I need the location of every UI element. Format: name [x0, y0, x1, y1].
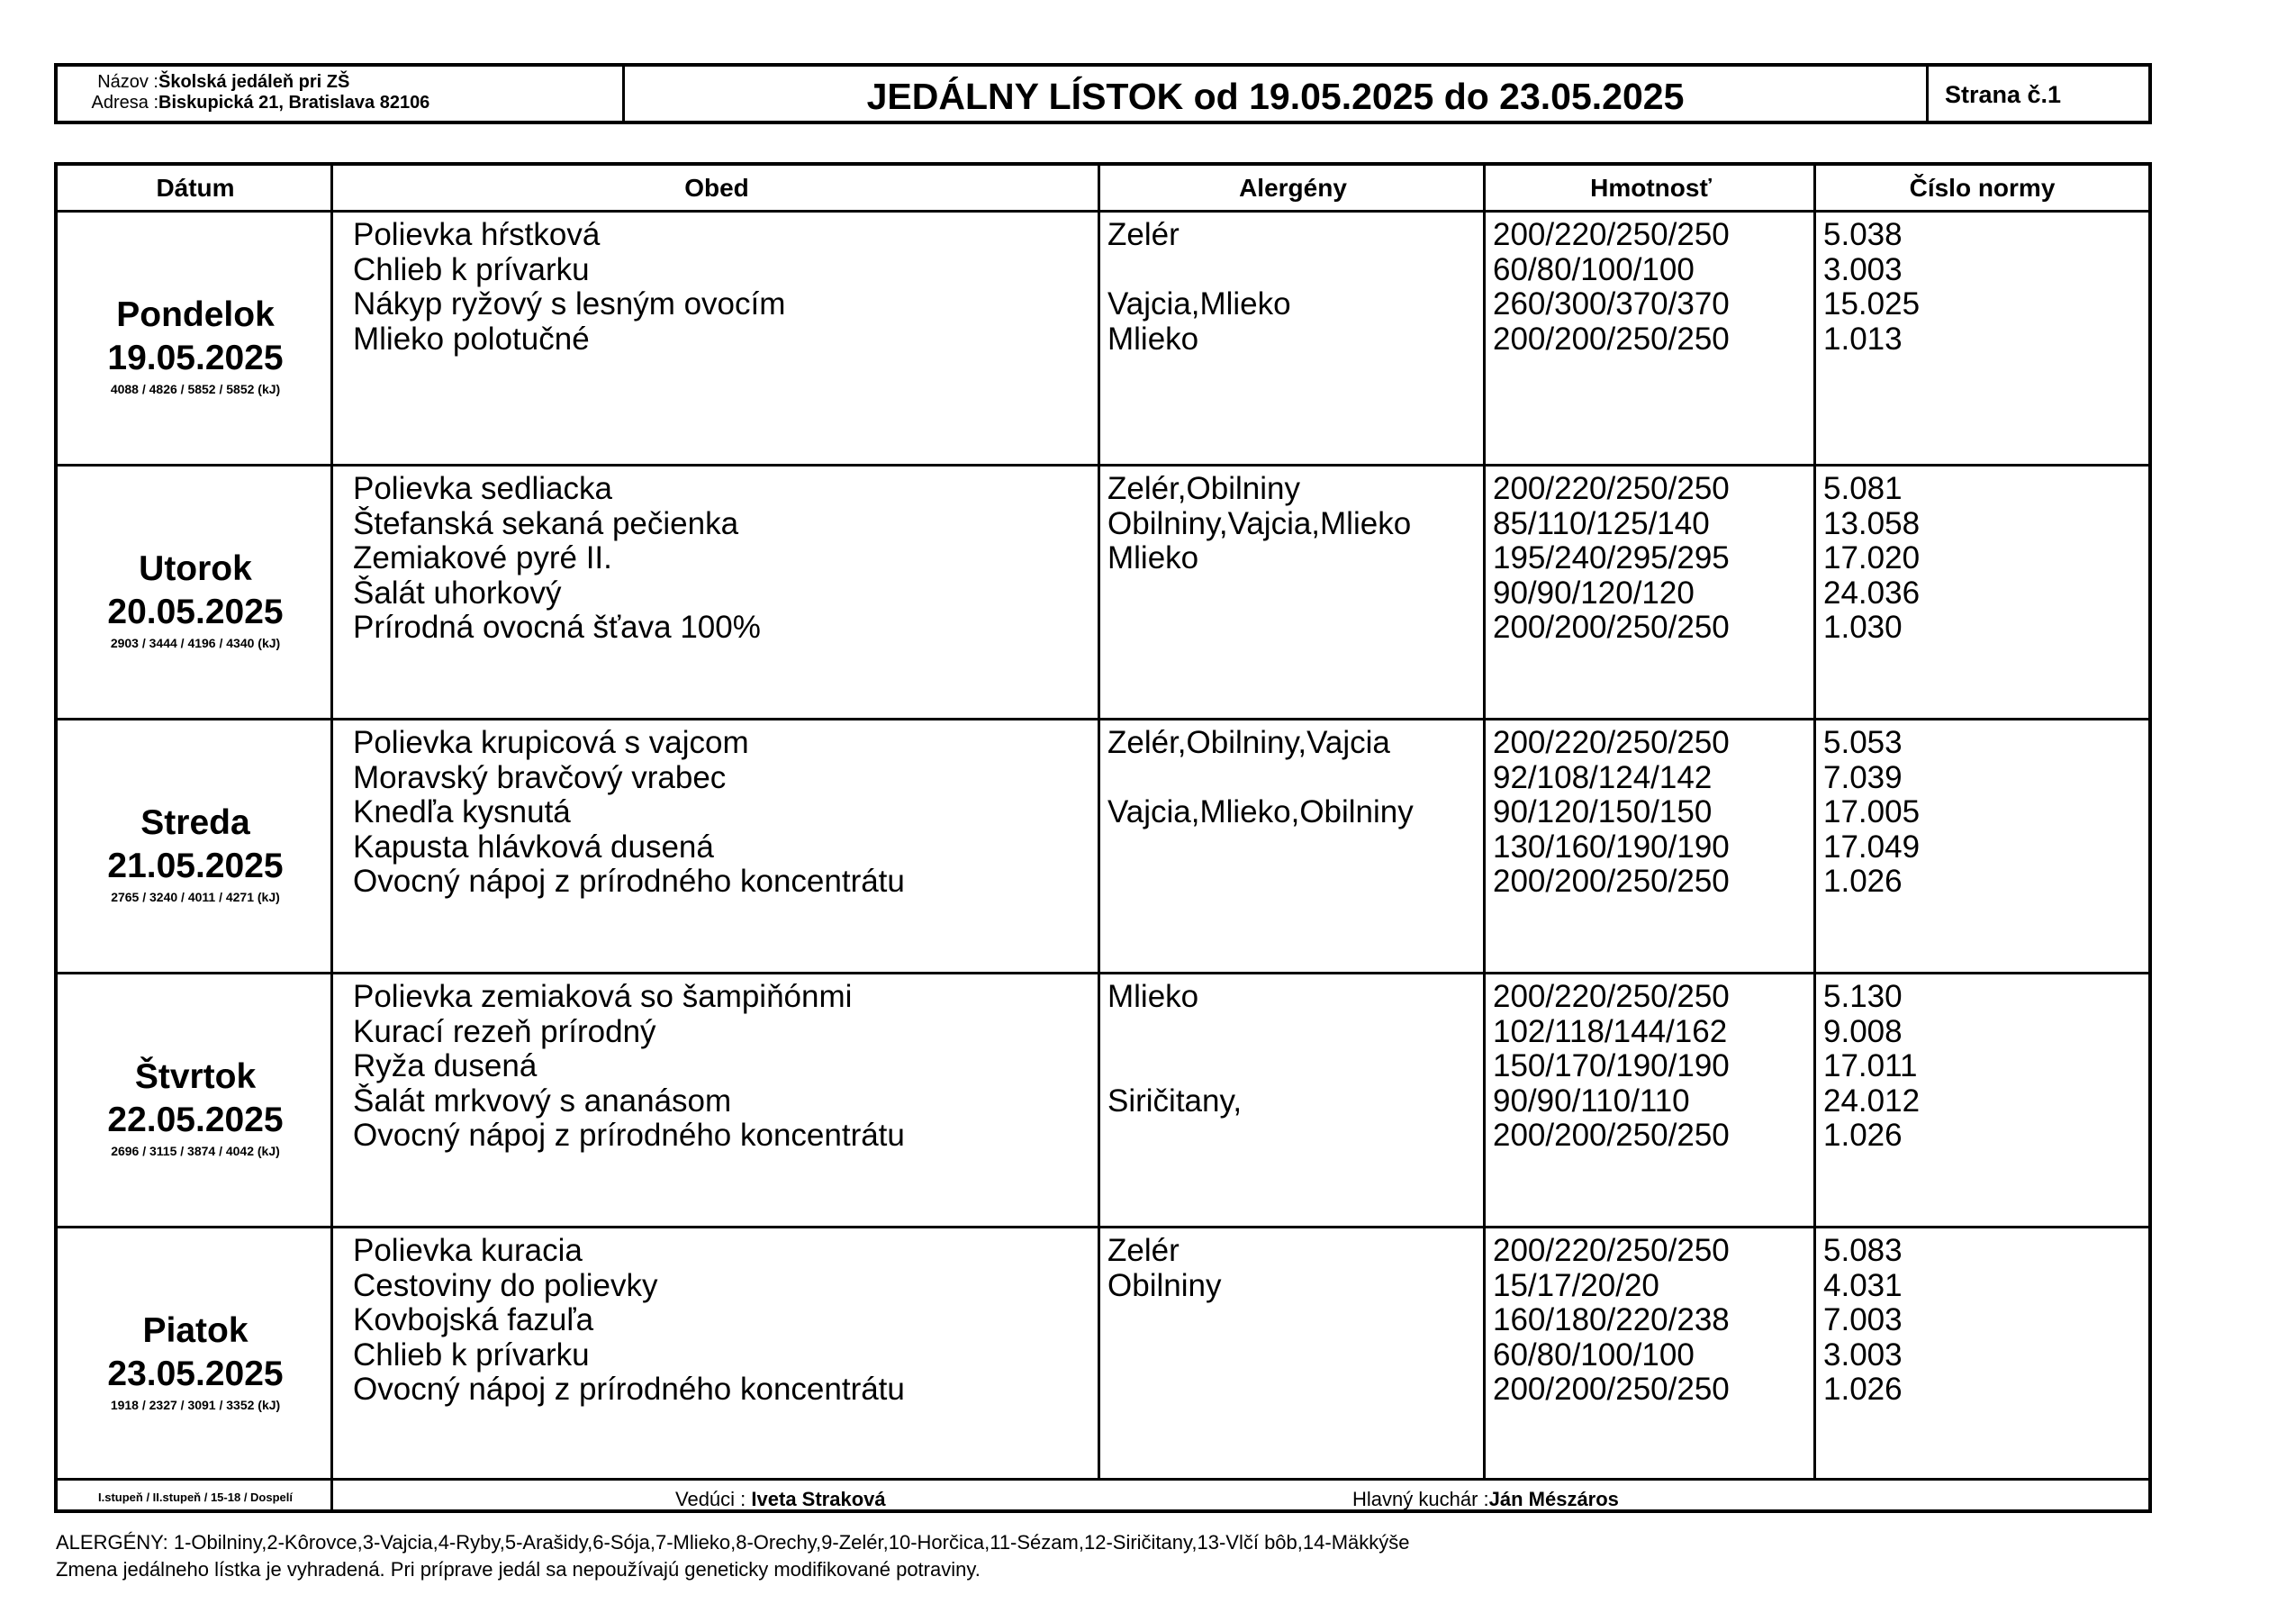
manager	[675, 1488, 886, 1511]
menu-header	[54, 63, 2152, 124]
address-label: Adresa :	[91, 93, 158, 113]
lunch-items: Polievka krupicová s vajcom Moravský bravčový vrabec Knedľa kysnutá Kapusta hlávková dusená Ovocný nápoj z prírodného koncentrátu	[353, 725, 905, 899]
norm-items: 5.053 7.039 17.005 17.049 1.026	[1823, 725, 1921, 899]
allergen-items: Mlieko Siričitany,	[1107, 979, 1243, 1119]
day-cell	[58, 974, 333, 1227]
col-lunch: Obed	[333, 166, 1100, 213]
allergen-legend: ALERGÉNY: 1-Obilniny,2-Kôrovce,3-Vajcia,4-Ryby,5-Arašidy,6-Sója,7-Mlieko,8-Orechy,9-Zelér,10-Horčica,11-Sézam,12-Siričitany,13-Vlčí bôb,14-Mäkkýše	[56, 1531, 1410, 1554]
lunch-items: Polievka sedliacka Štefanská sekaná pečienka Zemiakové pyré II. Šalát uhorkový Prírodná ovocná šťava 100%	[353, 471, 761, 645]
day-date: 19.05.2025	[107, 339, 284, 377]
lunch-items: Polievka kuracia Cestoviny do polievky Kovbojská fazuľa Chlieb k prívarku Ovocný nápoj z prírodného koncentrátu	[353, 1233, 905, 1407]
day-name: Utorok	[139, 549, 252, 588]
manager-label: Vedúci :	[675, 1488, 746, 1510]
day-row-friday	[58, 1228, 2148, 1481]
allergen-items: Zelér,Obilniny,Vajcia Vajcia,Mlieko,Obilniny	[1107, 725, 1414, 829]
menu-table	[54, 162, 2152, 1513]
allergen-items: Zelér,Obilniny Obilniny,Vajcia,Mlieko Mlieko	[1107, 471, 1412, 575]
norm-items: 5.038 3.003 15.025 1.013	[1823, 217, 1921, 357]
day-name: Štvrtok	[134, 1057, 257, 1096]
lunch-items: Polievka hŕstková Chlieb k prívarku Nákyp ryžový s lesným ovocím Mlieko polotučné	[353, 217, 786, 357]
col-date: Dátum	[58, 166, 333, 213]
signature-row	[58, 1481, 2148, 1513]
allergen-items: Zelér Obilniny	[1107, 1233, 1222, 1303]
day-cell	[58, 467, 333, 719]
page-number: Strana č.1	[1945, 81, 2062, 108]
chef-name: Ján Mészáros	[1488, 1488, 1619, 1510]
disclaimer: Zmena jedálneho lístka je vyhradená. Pri príprave jedál sa nepoužívajú geneticky modifikované potraviny.	[56, 1558, 981, 1581]
day-cell	[58, 720, 333, 973]
footnotes	[56, 1529, 1410, 1583]
allergen-items: Zelér Vajcia,Mlieko Mlieko	[1107, 217, 1291, 357]
norm-items: 5.130 9.008 17.011 24.012 1.026	[1823, 979, 1921, 1153]
weight-items: 200/220/250/250 15/17/20/20 160/180/220/238 60/80/100/100 200/200/250/250	[1493, 1233, 1730, 1407]
norm-items: 5.081 13.058 17.020 24.036 1.030	[1823, 471, 1921, 645]
day-cell	[58, 213, 333, 465]
chef	[1352, 1488, 1619, 1511]
weight-items: 200/220/250/250 102/118/144/162 150/170/190/190 90/90/110/110 200/200/250/250	[1493, 979, 1730, 1153]
day-energy: 4088 / 4826 / 5852 / 5852 (kJ)	[110, 382, 281, 396]
day-name: Piatok	[142, 1311, 249, 1350]
weight-items: 200/220/250/250 92/108/124/142 90/120/150/150 130/160/190/190 200/200/250/250	[1493, 725, 1730, 899]
day-date: 22.05.2025	[107, 1101, 284, 1139]
institution-info	[58, 67, 625, 121]
col-weight: Hmotnosť	[1486, 166, 1816, 213]
day-name: Streda	[140, 803, 250, 842]
col-norm: Číslo normy	[1816, 166, 2148, 213]
day-name: Pondelok	[116, 295, 275, 334]
day-date: 21.05.2025	[107, 847, 284, 885]
weight-items: 200/220/250/250 85/110/125/140 195/240/295/295 90/90/120/120 200/200/250/250	[1493, 471, 1730, 645]
day-cell	[58, 1228, 333, 1481]
day-energy: 1918 / 2327 / 3091 / 3352 (kJ)	[110, 1398, 281, 1412]
age-groups: I.stupeň / II.stupeň / 15-18 / Dospelí	[98, 1490, 293, 1504]
lunch-items: Polievka zemiaková so šampiňónmi Kurací rezeň prírodný Ryža dusená Šalát mrkvový s ananásom Ovocný nápoj z prírodného koncentrátu	[353, 979, 905, 1153]
institution-address: Biskupická 21, Bratislava 82106	[158, 93, 430, 113]
day-row-monday	[58, 213, 2148, 467]
day-row-tuesday	[58, 467, 2148, 720]
norm-items: 5.083 4.031 7.003 3.003 1.026	[1823, 1233, 1903, 1407]
institution-name: Školská jedáleň pri ZŠ	[158, 72, 350, 92]
name-label: Názov :	[97, 72, 158, 92]
day-date: 23.05.2025	[107, 1355, 284, 1393]
col-allergens: Alergény	[1100, 166, 1486, 213]
weight-items: 200/220/250/250 60/80/100/100 260/300/370/370 200/200/250/250	[1493, 217, 1730, 357]
day-energy: 2696 / 3115 / 3874 / 4042 (kJ)	[111, 1144, 280, 1158]
day-energy: 2903 / 3444 / 4196 / 4340 (kJ)	[110, 636, 281, 650]
manager-name: Iveta Straková	[751, 1488, 886, 1510]
day-row-thursday	[58, 974, 2148, 1228]
day-row-wednesday	[58, 720, 2148, 974]
day-energy: 2765 / 3240 / 4011 / 4271 (kJ)	[111, 890, 280, 904]
day-date: 20.05.2025	[107, 593, 284, 631]
chef-label: Hlavný kuchár :	[1352, 1488, 1489, 1510]
menu-title: JEDÁLNY LÍSTOK od 19.05.2025 do 23.05.2025	[625, 67, 1929, 121]
